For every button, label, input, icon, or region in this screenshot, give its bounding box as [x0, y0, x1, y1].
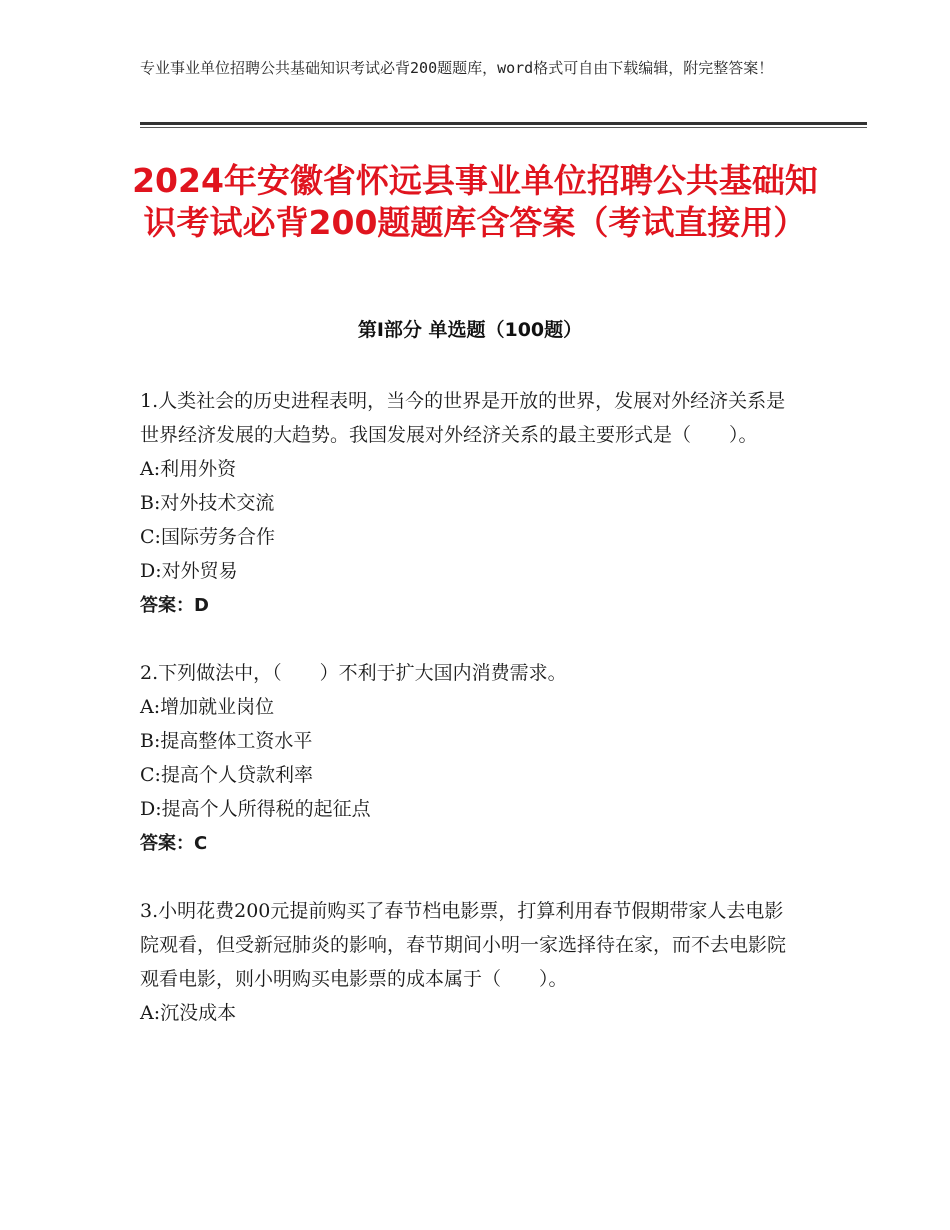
question-stem: 2.下列做法中，（ ）不利于扩大国内消费需求。 [140, 662, 567, 684]
question-list [140, 384, 800, 1062]
question-1 [140, 384, 800, 624]
option-c: C:国际劳务合作 [140, 526, 275, 548]
option-d: D:对外贸易 [140, 560, 238, 582]
answer: 答案：C [140, 833, 208, 854]
question-stem: 1.人类社会的历史进程表明，当今的世界是开放的世界，发展对外经济关系是世界经济发展的大趋势。我国发展对外经济关系的最主要形式是（ ）。 [140, 390, 786, 446]
header-divider-thick [140, 122, 867, 125]
header-note: 专业事业单位招聘公共基础知识考试必背200题题库，word格式可自由下载编辑，附完整答案！ [140, 59, 774, 77]
question-2 [140, 656, 800, 862]
question-3 [140, 894, 800, 1030]
option-b: B:对外技术交流 [140, 492, 275, 514]
section-heading: 第Ⅰ部分 单选题（100题） [357, 319, 583, 341]
answer: 答案：D [140, 595, 209, 616]
option-c: C:提高个人贷款利率 [140, 764, 313, 786]
option-a: A:利用外资 [140, 458, 237, 480]
option-b: B:提高整体工资水平 [140, 730, 313, 752]
header-divider-thin [140, 127, 867, 128]
option-a: A:增加就业岗位 [140, 696, 275, 718]
document-title: 2024年安徽省怀远县事业单位招聘公共基础知识考试必背200题题库含答案（考试直接用） [132, 161, 818, 242]
option-a: A:沉没成本 [140, 1002, 237, 1024]
option-d: D:提高个人所得税的起征点 [140, 798, 371, 820]
question-stem: 3.小明花费200元提前购买了春节档电影票，打算利用春节假期带家人去电影院观看，但受新冠肺炎的影响，春节期间小明一家选择待在家，而不去电影院观看电影，则小明购买电影票的成本属于（ ）。 [140, 900, 787, 990]
